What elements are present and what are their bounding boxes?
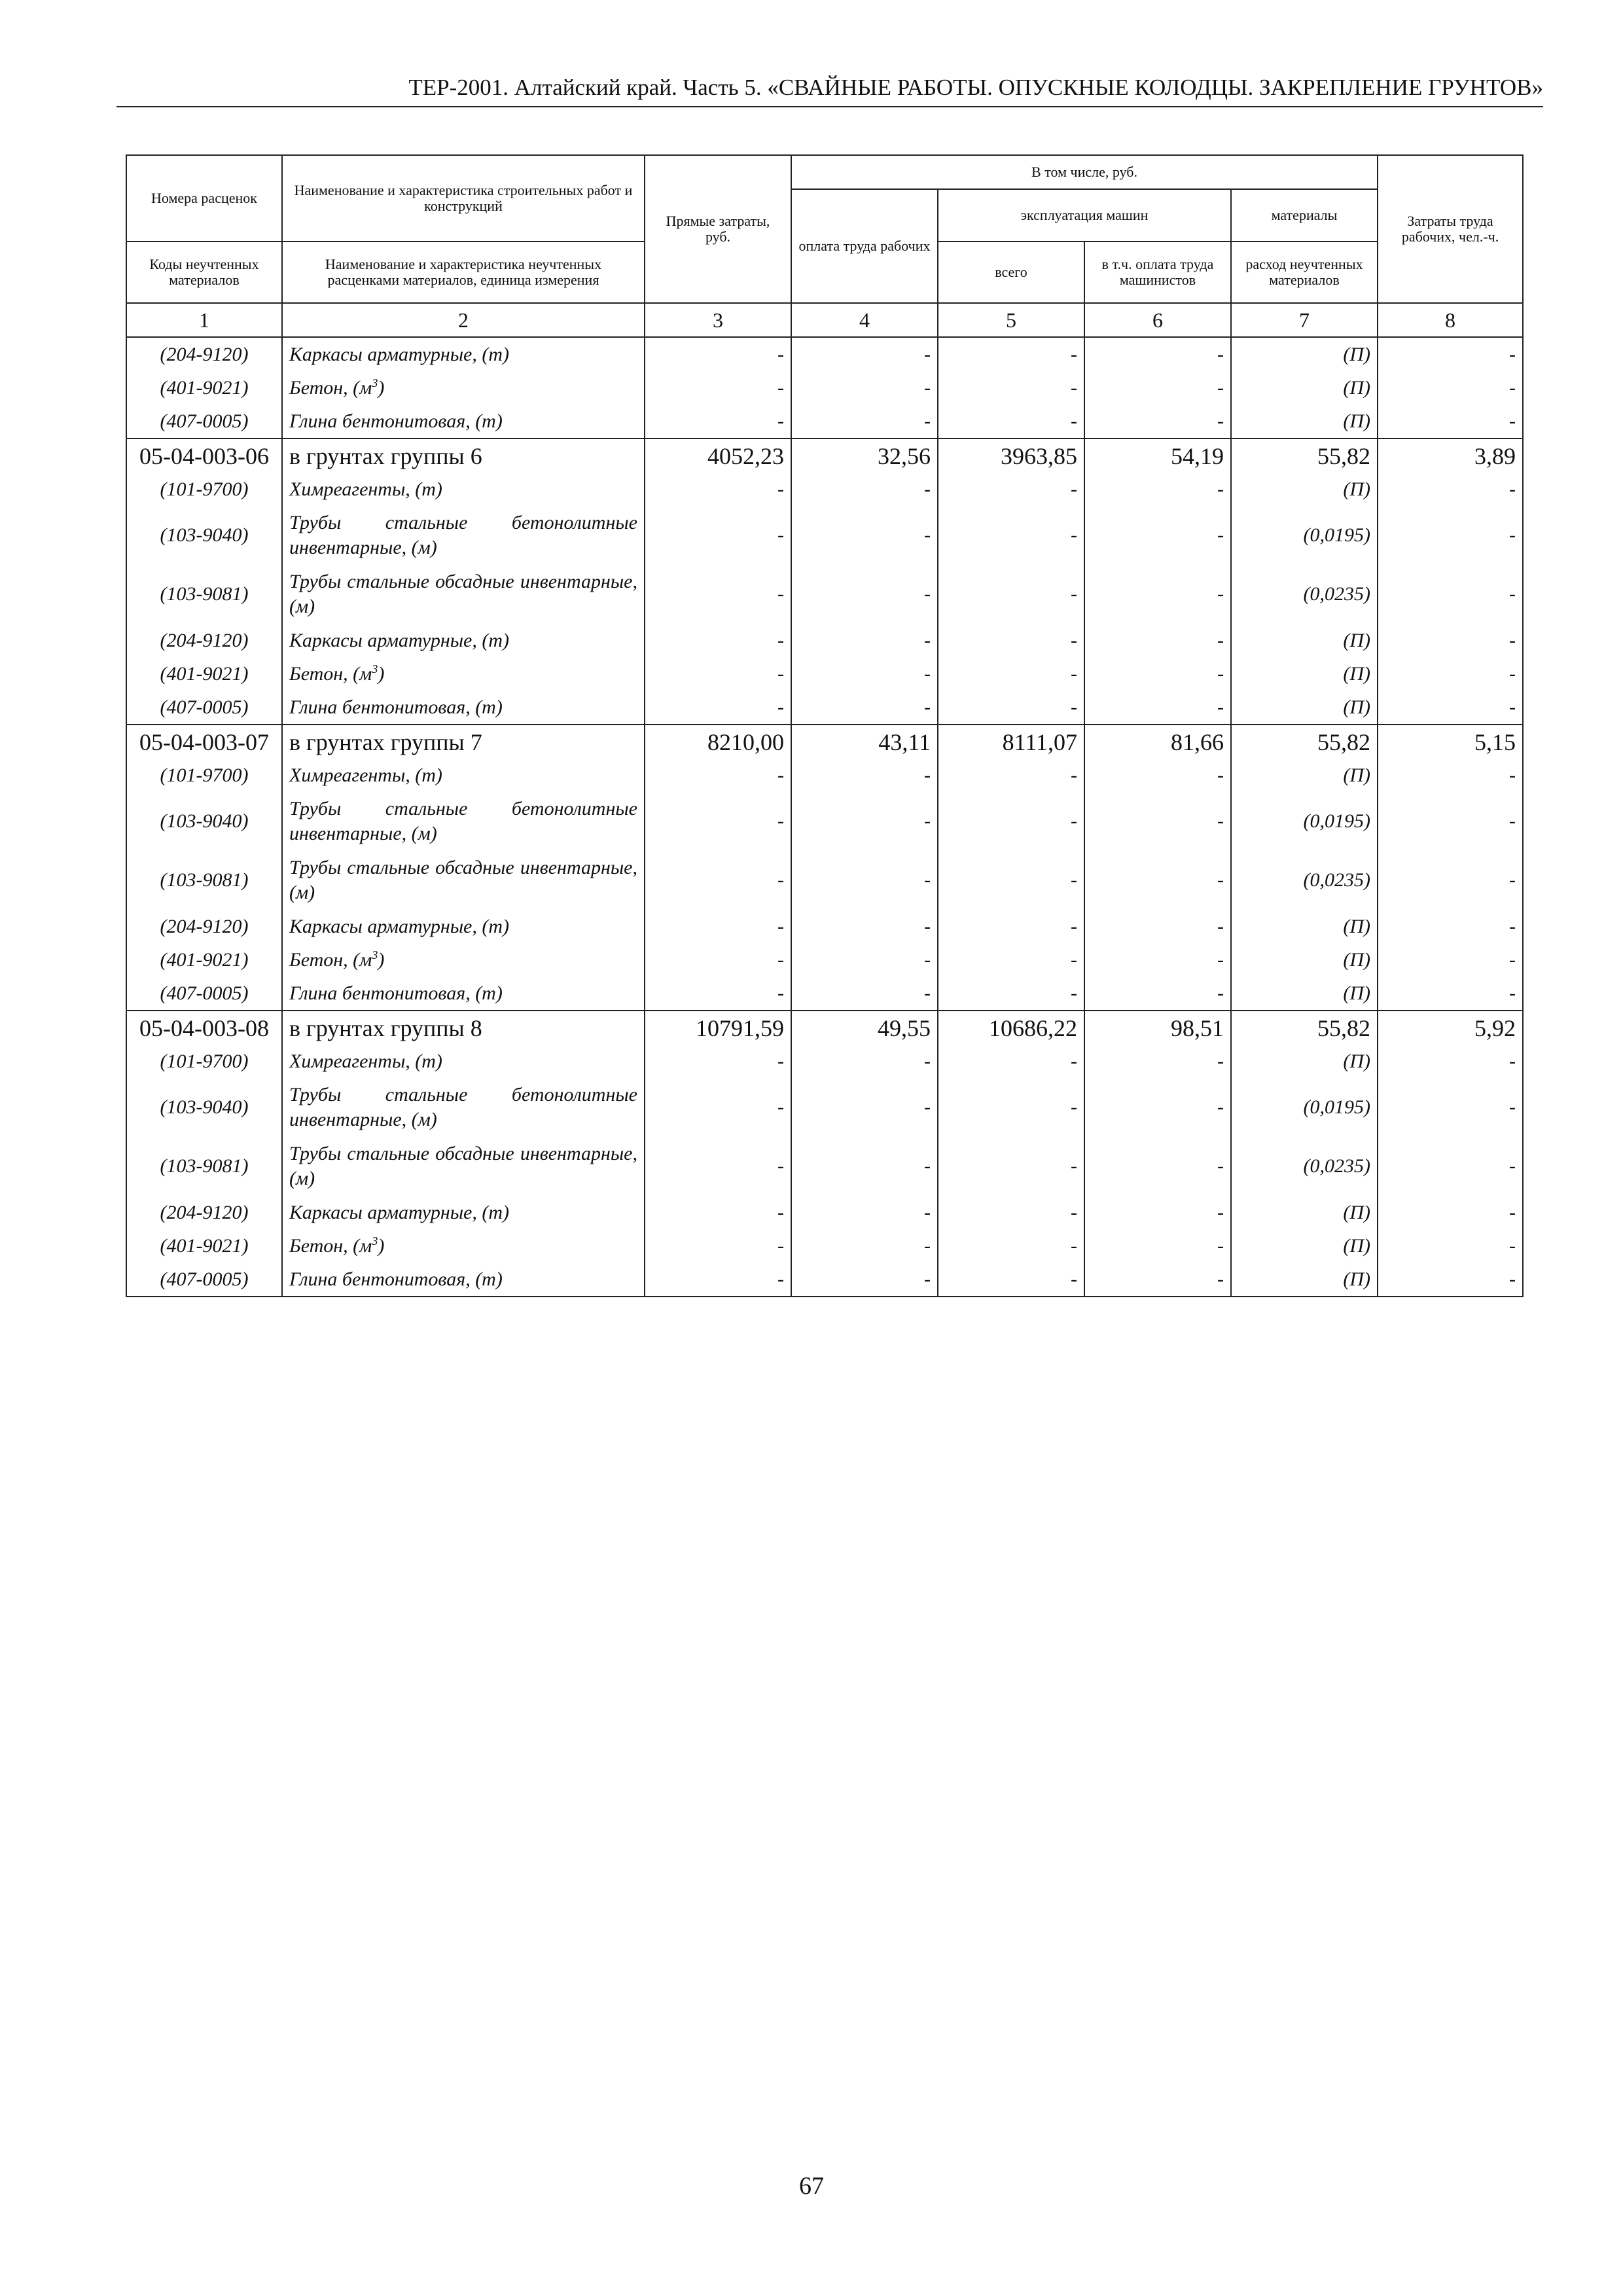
empty-value-dash: -	[645, 371, 791, 404]
empty-value-dash: -	[1378, 624, 1523, 657]
material-code: (204-9120)	[126, 337, 282, 371]
empty-value-dash: -	[645, 624, 791, 657]
operator-wages: 54,19	[1084, 439, 1231, 473]
material-name	[282, 691, 645, 725]
material-name-end: )	[378, 1234, 385, 1257]
material-name	[282, 506, 645, 565]
material-name-text: Каркасы арматурные, (т)	[289, 915, 509, 937]
empty-value-dash: -	[1378, 337, 1523, 371]
empty-value-dash: -	[791, 473, 938, 506]
empty-value-dash: -	[938, 851, 1084, 910]
empty-value-dash: -	[791, 943, 938, 977]
col-number-2: 2	[282, 303, 645, 337]
empty-value-dash: -	[1084, 759, 1231, 792]
empty-value-dash: -	[1378, 1078, 1523, 1137]
empty-value-dash: -	[1084, 657, 1231, 691]
material-row	[126, 792, 1523, 851]
material-consumption: (П)	[1231, 977, 1378, 1011]
empty-value-dash: -	[938, 624, 1084, 657]
empty-value-dash: -	[938, 506, 1084, 565]
empty-value-dash: -	[1084, 1045, 1231, 1078]
table-body	[126, 337, 1523, 1297]
material-consumption: (0,0235)	[1231, 1137, 1378, 1196]
running-head: ТЕР-2001. Алтайский край. Часть 5. «СВАЙНЫЕ РАБОТЫ. ОПУСКНЫЕ КОЛОДЦЫ. ЗАКРЕПЛЕНИЕ ГРУНТОВ»	[116, 73, 1543, 107]
empty-value-dash: -	[938, 792, 1084, 851]
empty-value-dash: -	[645, 691, 791, 725]
material-name-text: Глина бентонитовая, (т)	[289, 1268, 503, 1290]
material-name	[282, 1078, 645, 1137]
empty-value-dash: -	[791, 624, 938, 657]
material-consumption: (П)	[1231, 759, 1378, 792]
empty-value-dash: -	[1378, 1229, 1523, 1263]
material-name	[282, 977, 645, 1011]
empty-value-dash: -	[1084, 624, 1231, 657]
unit-exponent: 3	[372, 948, 378, 961]
material-name	[282, 759, 645, 792]
rate-name: в грунтах группы 7	[282, 725, 645, 759]
empty-value-dash: -	[1378, 1196, 1523, 1229]
machine-operation-total: 3963,85	[938, 439, 1084, 473]
material-name	[282, 1196, 645, 1229]
empty-value-dash: -	[791, 1263, 938, 1297]
material-name-text: Бетон, (м	[289, 662, 372, 685]
empty-value-dash: -	[791, 910, 938, 943]
unit-exponent: 3	[372, 1234, 378, 1247]
material-consumption: (П)	[1231, 624, 1378, 657]
empty-value-dash: -	[1084, 1137, 1231, 1196]
direct-costs: 10791,59	[645, 1011, 791, 1045]
col-number-3: 3	[645, 303, 791, 337]
empty-value-dash: -	[1084, 943, 1231, 977]
empty-value-dash: -	[1378, 565, 1523, 624]
header-labor-hours: Затраты труда рабочих, чел.-ч.	[1378, 155, 1523, 303]
empty-value-dash: -	[645, 1045, 791, 1078]
material-code: (101-9700)	[126, 1045, 282, 1078]
empty-value-dash: -	[938, 977, 1084, 1011]
material-name-text: Трубы стальные бетонолитные инвентарные, (м)	[289, 512, 637, 558]
rate-code: 05-04-003-08	[126, 1011, 282, 1045]
empty-value-dash: -	[938, 1137, 1084, 1196]
empty-value-dash: -	[1378, 404, 1523, 439]
empty-value-dash: -	[938, 371, 1084, 404]
empty-value-dash: -	[1084, 371, 1231, 404]
material-code: (101-9700)	[126, 759, 282, 792]
empty-value-dash: -	[645, 1229, 791, 1263]
material-name	[282, 565, 645, 624]
empty-value-dash: -	[791, 691, 938, 725]
empty-value-dash: -	[645, 1137, 791, 1196]
empty-value-dash: -	[938, 657, 1084, 691]
header-material-codes: Коды неучтенных материалов	[126, 242, 282, 303]
operator-wages: 81,66	[1084, 725, 1231, 759]
empty-value-dash: -	[791, 506, 938, 565]
rate-row	[126, 725, 1523, 759]
header-machine-operation: эксплуатация машин	[938, 189, 1231, 242]
material-name-text: Каркасы арматурные, (т)	[289, 1201, 509, 1223]
rate-code: 05-04-003-07	[126, 725, 282, 759]
empty-value-dash: -	[1378, 943, 1523, 977]
empty-value-dash: -	[645, 337, 791, 371]
material-code: (204-9120)	[126, 624, 282, 657]
material-name-end: )	[378, 376, 385, 399]
labor-wages: 43,11	[791, 725, 938, 759]
empty-value-dash: -	[1378, 759, 1523, 792]
empty-value-dash: -	[938, 910, 1084, 943]
material-row	[126, 910, 1523, 943]
empty-value-dash: -	[1084, 404, 1231, 439]
empty-value-dash: -	[645, 1263, 791, 1297]
material-code: (204-9120)	[126, 1196, 282, 1229]
empty-value-dash: -	[1084, 337, 1231, 371]
materials-cost: 55,82	[1231, 1011, 1378, 1045]
header-material-consumption: расход неучтенных материалов	[1231, 242, 1378, 303]
empty-value-dash: -	[791, 851, 938, 910]
empty-value-dash: -	[938, 1196, 1084, 1229]
empty-value-dash: -	[1378, 371, 1523, 404]
material-row	[126, 1078, 1523, 1137]
empty-value-dash: -	[938, 943, 1084, 977]
empty-value-dash: -	[1378, 473, 1523, 506]
material-code: (103-9040)	[126, 792, 282, 851]
rates-table	[126, 154, 1524, 1297]
material-consumption: (0,0195)	[1231, 1078, 1378, 1137]
col-number-6: 6	[1084, 303, 1231, 337]
material-name-text: Глина бентонитовая, (т)	[289, 982, 503, 1004]
empty-value-dash: -	[1084, 977, 1231, 1011]
empty-value-dash: -	[791, 977, 938, 1011]
empty-value-dash: -	[1378, 657, 1523, 691]
empty-value-dash: -	[791, 404, 938, 439]
material-code: (103-9081)	[126, 1137, 282, 1196]
material-name-text: Трубы стальные бетонолитные инвентарные, (м)	[289, 798, 637, 844]
empty-value-dash: -	[645, 851, 791, 910]
material-code: (101-9700)	[126, 473, 282, 506]
material-name	[282, 1045, 645, 1078]
labor-hours: 3,89	[1378, 439, 1523, 473]
material-code: (103-9081)	[126, 851, 282, 910]
empty-value-dash: -	[791, 1078, 938, 1137]
materials-cost: 55,82	[1231, 439, 1378, 473]
header-materials: материалы	[1231, 189, 1378, 242]
empty-value-dash: -	[1378, 506, 1523, 565]
material-row	[126, 404, 1523, 439]
empty-value-dash: -	[645, 792, 791, 851]
rate-name: в грунтах группы 6	[282, 439, 645, 473]
material-consumption: (П)	[1231, 657, 1378, 691]
col-number-4: 4	[791, 303, 938, 337]
material-code: (407-0005)	[126, 691, 282, 725]
material-consumption: (П)	[1231, 337, 1378, 371]
empty-value-dash: -	[1084, 473, 1231, 506]
empty-value-dash: -	[1378, 851, 1523, 910]
material-consumption: (0,0235)	[1231, 565, 1378, 624]
col-number-1: 1	[126, 303, 282, 337]
material-name	[282, 792, 645, 851]
rate-code: 05-04-003-06	[126, 439, 282, 473]
material-name	[282, 657, 645, 691]
material-name	[282, 404, 645, 439]
empty-value-dash: -	[938, 404, 1084, 439]
labor-hours: 5,15	[1378, 725, 1523, 759]
empty-value-dash: -	[938, 691, 1084, 725]
material-consumption: (П)	[1231, 1263, 1378, 1297]
material-name-text: Трубы стальные обсадные инвентарные, (м)	[289, 1143, 637, 1189]
labor-wages: 32,56	[791, 439, 938, 473]
empty-value-dash: -	[1084, 792, 1231, 851]
header-material-names: Наименование и характеристика неучтенных расценками материалов, единица измерения	[282, 242, 645, 303]
header-total: всего	[938, 242, 1084, 303]
operator-wages: 98,51	[1084, 1011, 1231, 1045]
empty-value-dash: -	[1378, 792, 1523, 851]
empty-value-dash: -	[1084, 851, 1231, 910]
empty-value-dash: -	[1084, 506, 1231, 565]
material-name	[282, 1229, 645, 1263]
empty-value-dash: -	[645, 977, 791, 1011]
header-direct-costs: Прямые затраты, руб.	[645, 155, 791, 303]
empty-value-dash: -	[645, 473, 791, 506]
header-including: В том числе, руб.	[791, 155, 1378, 189]
material-name-text: Каркасы арматурные, (т)	[289, 343, 509, 365]
material-code: (401-9021)	[126, 371, 282, 404]
material-row	[126, 1045, 1523, 1078]
empty-value-dash: -	[1084, 565, 1231, 624]
material-row	[126, 1196, 1523, 1229]
empty-value-dash: -	[1378, 910, 1523, 943]
header-labor-wages: оплата труда рабочих	[791, 189, 938, 303]
empty-value-dash: -	[938, 1229, 1084, 1263]
material-row	[126, 1137, 1523, 1196]
material-row	[126, 657, 1523, 691]
material-row	[126, 506, 1523, 565]
machine-operation-total: 8111,07	[938, 725, 1084, 759]
material-name-text: Трубы стальные бетонолитные инвентарные, (м)	[289, 1084, 637, 1130]
material-name	[282, 371, 645, 404]
empty-value-dash: -	[645, 1078, 791, 1137]
material-consumption: (П)	[1231, 404, 1378, 439]
empty-value-dash: -	[938, 1263, 1084, 1297]
empty-value-dash: -	[645, 910, 791, 943]
empty-value-dash: -	[645, 943, 791, 977]
empty-value-dash: -	[791, 1137, 938, 1196]
empty-value-dash: -	[1084, 1263, 1231, 1297]
material-name-text: Трубы стальные обсадные инвентарные, (м)	[289, 571, 637, 617]
empty-value-dash: -	[938, 565, 1084, 624]
material-name	[282, 851, 645, 910]
material-name-text: Каркасы арматурные, (т)	[289, 629, 509, 651]
materials-cost: 55,82	[1231, 725, 1378, 759]
material-consumption: (П)	[1231, 691, 1378, 725]
material-code: (407-0005)	[126, 977, 282, 1011]
material-consumption: (П)	[1231, 473, 1378, 506]
material-consumption: (П)	[1231, 371, 1378, 404]
material-row	[126, 851, 1523, 910]
material-consumption: (0,0195)	[1231, 506, 1378, 565]
header-operator-wages: в т.ч. оплата труда машинистов	[1084, 242, 1231, 303]
material-row	[126, 1263, 1523, 1297]
empty-value-dash: -	[791, 792, 938, 851]
rate-row	[126, 1011, 1523, 1045]
material-code: (401-9021)	[126, 943, 282, 977]
empty-value-dash: -	[791, 565, 938, 624]
material-code: (401-9021)	[126, 1229, 282, 1263]
material-code: (407-0005)	[126, 404, 282, 439]
material-name-text: Глина бентонитовая, (т)	[289, 410, 503, 432]
material-code: (204-9120)	[126, 910, 282, 943]
material-code: (407-0005)	[126, 1263, 282, 1297]
material-name	[282, 1263, 645, 1297]
empty-value-dash: -	[791, 657, 938, 691]
material-row	[126, 473, 1523, 506]
empty-value-dash: -	[791, 337, 938, 371]
material-name	[282, 473, 645, 506]
material-code: (103-9081)	[126, 565, 282, 624]
col-number-7: 7	[1231, 303, 1378, 337]
direct-costs: 8210,00	[645, 725, 791, 759]
empty-value-dash: -	[1378, 1045, 1523, 1078]
empty-value-dash: -	[645, 404, 791, 439]
empty-value-dash: -	[645, 759, 791, 792]
material-row	[126, 943, 1523, 977]
material-name-text: Бетон, (м	[289, 1234, 372, 1257]
direct-costs: 4052,23	[645, 439, 791, 473]
empty-value-dash: -	[791, 1229, 938, 1263]
material-row	[126, 691, 1523, 725]
empty-value-dash: -	[1084, 1196, 1231, 1229]
empty-value-dash: -	[645, 657, 791, 691]
material-consumption: (П)	[1231, 1229, 1378, 1263]
empty-value-dash: -	[791, 371, 938, 404]
empty-value-dash: -	[1084, 691, 1231, 725]
material-consumption: (П)	[1231, 943, 1378, 977]
material-name-end: )	[378, 662, 385, 685]
material-name-text: Химреагенты, (т)	[289, 764, 442, 786]
empty-value-dash: -	[1378, 1137, 1523, 1196]
material-code: (103-9040)	[126, 1078, 282, 1137]
labor-wages: 49,55	[791, 1011, 938, 1045]
empty-value-dash: -	[938, 473, 1084, 506]
empty-value-dash: -	[1084, 1078, 1231, 1137]
material-name-text: Глина бентонитовая, (т)	[289, 696, 503, 718]
empty-value-dash: -	[938, 759, 1084, 792]
empty-value-dash: -	[1378, 691, 1523, 725]
material-consumption: (П)	[1231, 1045, 1378, 1078]
labor-hours: 5,92	[1378, 1011, 1523, 1045]
col-number-5: 5	[938, 303, 1084, 337]
material-code: (401-9021)	[126, 657, 282, 691]
material-row	[126, 1229, 1523, 1263]
material-name-text: Химреагенты, (т)	[289, 1050, 442, 1072]
empty-value-dash: -	[1084, 1229, 1231, 1263]
empty-value-dash: -	[791, 1196, 938, 1229]
material-consumption: (П)	[1231, 910, 1378, 943]
material-name-text: Химреагенты, (т)	[289, 478, 442, 500]
material-consumption: (0,0235)	[1231, 851, 1378, 910]
table-header	[126, 155, 1523, 337]
material-row	[126, 759, 1523, 792]
machine-operation-total: 10686,22	[938, 1011, 1084, 1045]
material-row	[126, 337, 1523, 371]
material-consumption: (П)	[1231, 1196, 1378, 1229]
unit-exponent: 3	[372, 662, 378, 675]
empty-value-dash: -	[645, 1196, 791, 1229]
header-work-name: Наименование и характеристика строительных работ и конструкций	[282, 155, 645, 242]
unit-exponent: 3	[372, 376, 378, 389]
col-number-8: 8	[1378, 303, 1523, 337]
material-name-text: Трубы стальные обсадные инвентарные, (м)	[289, 857, 637, 903]
rate-name: в грунтах группы 8	[282, 1011, 645, 1045]
material-row	[126, 977, 1523, 1011]
empty-value-dash: -	[645, 565, 791, 624]
empty-value-dash: -	[1378, 1263, 1523, 1297]
rate-row	[126, 439, 1523, 473]
empty-value-dash: -	[791, 1045, 938, 1078]
empty-value-dash: -	[645, 506, 791, 565]
empty-value-dash: -	[938, 337, 1084, 371]
material-name	[282, 624, 645, 657]
header-rate-numbers: Номера расценок	[126, 155, 282, 242]
empty-value-dash: -	[791, 759, 938, 792]
material-row	[126, 624, 1523, 657]
material-name	[282, 910, 645, 943]
material-row	[126, 371, 1523, 404]
material-consumption: (0,0195)	[1231, 792, 1378, 851]
empty-value-dash: -	[1084, 910, 1231, 943]
empty-value-dash: -	[1378, 977, 1523, 1011]
material-code: (103-9040)	[126, 506, 282, 565]
empty-value-dash: -	[938, 1045, 1084, 1078]
material-name	[282, 337, 645, 371]
material-name-end: )	[378, 948, 385, 971]
material-name	[282, 943, 645, 977]
material-name	[282, 1137, 645, 1196]
material-name-text: Бетон, (м	[289, 948, 372, 971]
material-row	[126, 565, 1523, 624]
page-number: 67	[799, 2172, 824, 2200]
material-name-text: Бетон, (м	[289, 376, 372, 399]
empty-value-dash: -	[938, 1078, 1084, 1137]
